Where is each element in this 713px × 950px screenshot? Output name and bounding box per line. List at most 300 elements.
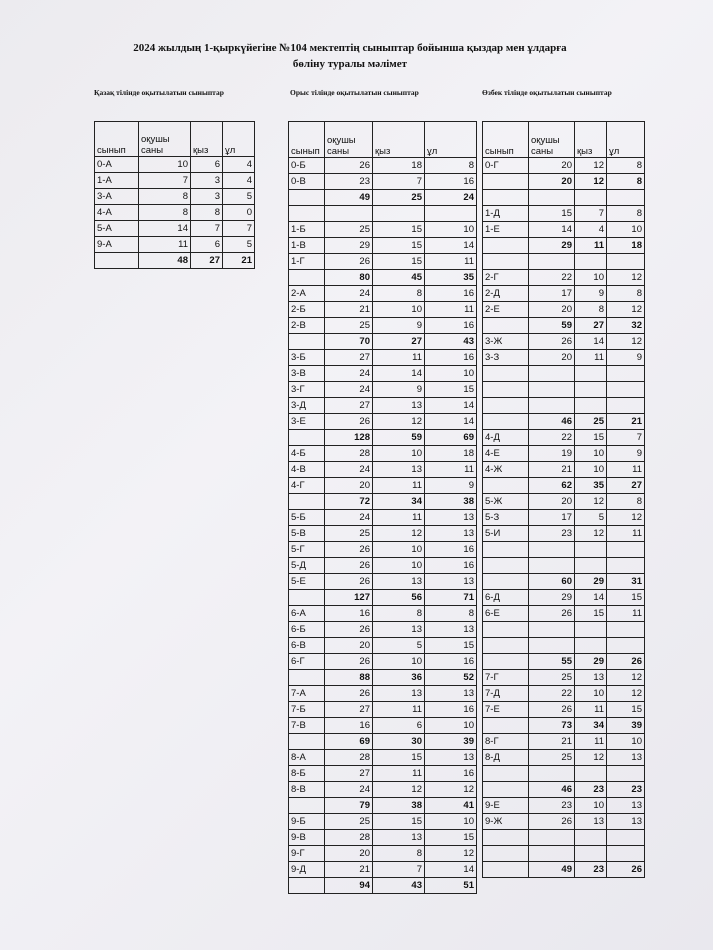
student-count-cell: 27 xyxy=(325,398,373,414)
boys-cell: 12 xyxy=(607,270,645,286)
girls-cell: 7 xyxy=(373,862,425,878)
boys-cell: 10 xyxy=(425,222,477,238)
boys-cell: 27 xyxy=(607,478,645,494)
boys-cell: 12 xyxy=(425,782,477,798)
class-cell xyxy=(483,830,529,846)
boys-cell: 15 xyxy=(425,382,477,398)
girls-cell: 8 xyxy=(373,286,425,302)
table-row xyxy=(289,766,477,782)
table-row xyxy=(289,782,477,798)
girls-cell: 5 xyxy=(575,510,607,526)
class-cell: 9-В xyxy=(289,830,325,846)
student-count-cell: 8 xyxy=(139,189,191,205)
boys-cell: 10 xyxy=(425,814,477,830)
class-cell: 4-Е xyxy=(483,446,529,462)
student-count-cell: 24 xyxy=(325,366,373,382)
girls-cell: 6 xyxy=(191,157,223,173)
student-count-cell xyxy=(529,846,575,862)
table-header-row xyxy=(289,122,477,158)
boys-cell: 8 xyxy=(425,158,477,174)
class-cell: 2-Е xyxy=(483,302,529,318)
boys-cell: 16 xyxy=(425,286,477,302)
student-count-cell: 17 xyxy=(529,510,575,526)
girls-cell: 12 xyxy=(575,174,607,190)
class-cell: 7-А xyxy=(289,686,325,702)
boys-cell: 11 xyxy=(425,462,477,478)
student-count-cell xyxy=(529,254,575,270)
table-row xyxy=(483,606,645,622)
class-cell xyxy=(95,253,139,269)
girls-cell: 12 xyxy=(373,414,425,430)
boys-cell: 11 xyxy=(425,254,477,270)
student-count-cell: 17 xyxy=(529,286,575,302)
boys-cell: 23 xyxy=(607,782,645,798)
student-count-cell: 94 xyxy=(325,878,373,894)
table-row xyxy=(95,173,255,189)
class-cell: 1-А xyxy=(95,173,139,189)
table-row xyxy=(289,366,477,382)
student-count-cell: 49 xyxy=(325,190,373,206)
column-header-student-count: оқушы саны xyxy=(325,122,373,158)
table-row xyxy=(483,350,645,366)
girls-cell: 10 xyxy=(575,446,607,462)
boys-cell: 18 xyxy=(425,446,477,462)
student-count-cell: 46 xyxy=(529,414,575,430)
girls-cell: 18 xyxy=(373,158,425,174)
class-cell: 6-Д xyxy=(483,590,529,606)
student-count-cell: 26 xyxy=(325,254,373,270)
student-count-cell: 27 xyxy=(325,766,373,782)
class-cell xyxy=(289,670,325,686)
subtotal-row xyxy=(483,654,645,670)
boys-cell: 9 xyxy=(425,478,477,494)
class-cell: 0-Б xyxy=(289,158,325,174)
student-count-cell: 22 xyxy=(529,686,575,702)
class-cell xyxy=(483,366,529,382)
class-cell xyxy=(483,718,529,734)
class-cell xyxy=(483,846,529,862)
class-cell: 3-В xyxy=(289,366,325,382)
student-count-cell: 14 xyxy=(139,221,191,237)
subtotal-row xyxy=(483,782,645,798)
column-header-student-count: оқушы саны xyxy=(139,122,191,157)
boys-cell: 4 xyxy=(223,173,255,189)
boys-cell: 11 xyxy=(607,526,645,542)
table-row xyxy=(289,846,477,862)
boys-cell: 21 xyxy=(223,253,255,269)
student-count-cell: 22 xyxy=(529,270,575,286)
girls-cell xyxy=(575,766,607,782)
table-row xyxy=(483,622,645,638)
table-row xyxy=(289,814,477,830)
student-count-cell: 25 xyxy=(529,750,575,766)
subtotal-row xyxy=(483,318,645,334)
table-row xyxy=(483,286,645,302)
title-line-2: бөліну туралы мәлімет xyxy=(292,58,408,70)
class-cell: 4-Г xyxy=(289,478,325,494)
girls-cell: 34 xyxy=(575,718,607,734)
girls-cell: 11 xyxy=(373,350,425,366)
class-cell: 7-Д xyxy=(483,686,529,702)
class-cell xyxy=(483,382,529,398)
girls-cell: 36 xyxy=(373,670,425,686)
table-row xyxy=(289,574,477,590)
student-count-cell: 23 xyxy=(325,174,373,190)
boys-cell: 16 xyxy=(425,558,477,574)
table-row xyxy=(483,382,645,398)
boys-cell: 35 xyxy=(425,270,477,286)
class-cell xyxy=(289,430,325,446)
boys-cell: 13 xyxy=(425,510,477,526)
girls-cell: 7 xyxy=(373,174,425,190)
boys-cell: 8 xyxy=(607,158,645,174)
table-row xyxy=(289,238,477,254)
boys-cell: 26 xyxy=(607,862,645,878)
girls-cell: 14 xyxy=(575,334,607,350)
table-row xyxy=(483,734,645,750)
boys-cell xyxy=(607,766,645,782)
girls-cell: 15 xyxy=(373,814,425,830)
class-cell xyxy=(483,414,529,430)
class-cell: 1-Е xyxy=(483,222,529,238)
table-row xyxy=(289,462,477,478)
boys-cell: 26 xyxy=(607,654,645,670)
subtotal-row xyxy=(289,430,477,446)
girls-cell: 15 xyxy=(373,750,425,766)
class-cell: 2-Б xyxy=(289,302,325,318)
table-row xyxy=(483,302,645,318)
student-count-cell xyxy=(529,638,575,654)
column-header-girls: қыз xyxy=(575,122,607,158)
table-row xyxy=(483,270,645,286)
girls-cell: 10 xyxy=(373,654,425,670)
column-header-boys: ұл xyxy=(223,122,255,157)
class-cell: 3-А xyxy=(95,189,139,205)
class-cell xyxy=(483,782,529,798)
title-line-1: 2024 жылдың 1-қыркүйегіне №104 мектептің сыныптар бойынша қыздар мен ұлдарға xyxy=(133,42,567,54)
boys-cell: 16 xyxy=(425,702,477,718)
student-count-cell: 24 xyxy=(325,782,373,798)
table-row xyxy=(483,750,645,766)
russian-section-heading: Орыс тілінде оқытылатын сыныптар xyxy=(290,88,419,97)
girls-cell xyxy=(575,638,607,654)
student-count-cell: 27 xyxy=(325,350,373,366)
class-cell xyxy=(483,318,529,334)
girls-cell: 13 xyxy=(373,462,425,478)
subtotal-row xyxy=(483,174,645,190)
subtotal-row xyxy=(289,878,477,894)
student-count-cell: 11 xyxy=(139,237,191,253)
table-row xyxy=(289,174,477,190)
student-count-cell: 23 xyxy=(529,798,575,814)
subtotal-row xyxy=(95,253,255,269)
student-count-cell: 20 xyxy=(529,174,575,190)
boys-cell xyxy=(607,830,645,846)
class-cell: 9-Е xyxy=(483,798,529,814)
column-header-boys: ұл xyxy=(425,122,477,158)
student-count-cell: 128 xyxy=(325,430,373,446)
boys-cell: 16 xyxy=(425,766,477,782)
class-cell: 8-Г xyxy=(483,734,529,750)
column-header-class: сынып xyxy=(483,122,529,158)
girls-cell: 10 xyxy=(373,446,425,462)
boys-cell: 15 xyxy=(425,830,477,846)
class-cell: 5-Б xyxy=(289,510,325,526)
table-row xyxy=(483,638,645,654)
table-row xyxy=(289,862,477,878)
class-cell xyxy=(289,798,325,814)
class-cell: 8-Б xyxy=(289,766,325,782)
boys-cell: 16 xyxy=(425,542,477,558)
girls-cell: 6 xyxy=(373,718,425,734)
girls-cell: 27 xyxy=(373,334,425,350)
student-count-cell: 59 xyxy=(529,318,575,334)
girls-cell: 11 xyxy=(373,478,425,494)
student-count-cell: 48 xyxy=(139,253,191,269)
class-cell: 9-Г xyxy=(289,846,325,862)
table-row xyxy=(483,190,645,206)
boys-cell: 12 xyxy=(607,302,645,318)
table-row xyxy=(289,686,477,702)
girls-cell: 10 xyxy=(575,462,607,478)
table-row xyxy=(483,430,645,446)
boys-cell: 13 xyxy=(425,574,477,590)
class-cell: 5-А xyxy=(95,221,139,237)
class-cell: 7-Б xyxy=(289,702,325,718)
girls-cell: 27 xyxy=(191,253,223,269)
student-count-cell: 62 xyxy=(529,478,575,494)
boys-cell: 12 xyxy=(607,670,645,686)
boys-cell xyxy=(607,190,645,206)
class-cell: 2-Г xyxy=(483,270,529,286)
table-row xyxy=(289,526,477,542)
subtotal-row xyxy=(289,798,477,814)
table-row xyxy=(483,526,645,542)
boys-cell: 13 xyxy=(607,814,645,830)
subtotal-row xyxy=(483,478,645,494)
boys-cell xyxy=(607,398,645,414)
table-row xyxy=(95,189,255,205)
class-cell: 2-А xyxy=(289,286,325,302)
student-count-cell: 28 xyxy=(325,830,373,846)
subtotal-row xyxy=(289,270,477,286)
girls-cell: 12 xyxy=(575,158,607,174)
boys-cell xyxy=(607,558,645,574)
student-count-cell: 26 xyxy=(325,542,373,558)
student-count-cell: 26 xyxy=(325,574,373,590)
kazakh-section-heading: Қазақ тілінде оқытылатын сыныптар xyxy=(94,88,224,97)
girls-cell: 15 xyxy=(575,606,607,622)
table-row xyxy=(289,542,477,558)
student-count-cell: 21 xyxy=(529,462,575,478)
student-count-cell: 24 xyxy=(325,286,373,302)
subtotal-row xyxy=(483,414,645,430)
student-count-cell xyxy=(529,830,575,846)
girls-cell: 7 xyxy=(575,206,607,222)
girls-cell: 12 xyxy=(373,526,425,542)
student-count-cell: 26 xyxy=(325,158,373,174)
class-cell: 4-Д xyxy=(483,430,529,446)
class-cell: 3-Б xyxy=(289,350,325,366)
student-count-cell: 16 xyxy=(325,718,373,734)
table-row xyxy=(289,350,477,366)
class-cell xyxy=(289,878,325,894)
student-count-cell: 20 xyxy=(325,638,373,654)
girls-cell: 13 xyxy=(575,670,607,686)
girls-cell: 10 xyxy=(575,270,607,286)
boys-cell: 51 xyxy=(425,878,477,894)
boys-cell: 13 xyxy=(425,526,477,542)
class-cell: 5-В xyxy=(289,526,325,542)
table-row xyxy=(483,686,645,702)
girls-cell xyxy=(575,398,607,414)
student-count-cell: 29 xyxy=(529,238,575,254)
class-cell: 2-В xyxy=(289,318,325,334)
boys-cell: 16 xyxy=(425,318,477,334)
girls-cell xyxy=(373,206,425,222)
class-cell: 7-Г xyxy=(483,670,529,686)
class-cell: 7-Е xyxy=(483,702,529,718)
student-count-cell xyxy=(529,190,575,206)
class-cell: 3-Ж xyxy=(483,334,529,350)
class-cell xyxy=(483,542,529,558)
table-row xyxy=(483,558,645,574)
girls-cell xyxy=(575,254,607,270)
class-cell xyxy=(483,766,529,782)
student-count-cell: 10 xyxy=(139,157,191,173)
student-count-cell: 26 xyxy=(325,558,373,574)
girls-cell: 10 xyxy=(575,686,607,702)
student-count-cell: 79 xyxy=(325,798,373,814)
column-header-student-count: оқушы саны xyxy=(529,122,575,158)
table-row xyxy=(483,830,645,846)
boys-cell: 11 xyxy=(607,462,645,478)
student-count-cell: 28 xyxy=(325,446,373,462)
subtotal-row xyxy=(289,334,477,350)
subtotal-row xyxy=(289,670,477,686)
student-count-cell: 70 xyxy=(325,334,373,350)
class-cell: 6-В xyxy=(289,638,325,654)
student-count-cell: 24 xyxy=(325,462,373,478)
boys-cell: 15 xyxy=(607,702,645,718)
table-row xyxy=(289,638,477,654)
boys-cell: 5 xyxy=(223,237,255,253)
boys-cell: 12 xyxy=(607,334,645,350)
girls-cell: 12 xyxy=(575,494,607,510)
class-cell xyxy=(483,238,529,254)
girls-cell: 4 xyxy=(575,222,607,238)
student-count-cell: 7 xyxy=(139,173,191,189)
girls-cell: 9 xyxy=(373,318,425,334)
girls-cell: 10 xyxy=(373,302,425,318)
boys-cell: 24 xyxy=(425,190,477,206)
column-header-class: сынып xyxy=(289,122,325,158)
subtotal-row xyxy=(289,190,477,206)
boys-cell: 69 xyxy=(425,430,477,446)
class-cell xyxy=(483,654,529,670)
table-row xyxy=(289,158,477,174)
student-count-cell: 20 xyxy=(529,302,575,318)
subtotal-row xyxy=(289,494,477,510)
girls-cell xyxy=(575,558,607,574)
table-row xyxy=(289,750,477,766)
student-count-cell: 27 xyxy=(325,702,373,718)
class-cell: 6-Б xyxy=(289,622,325,638)
class-cell: 8-Д xyxy=(483,750,529,766)
student-count-cell: 46 xyxy=(529,782,575,798)
table-row xyxy=(289,254,477,270)
class-cell: 3-Е xyxy=(289,414,325,430)
boys-cell: 13 xyxy=(425,622,477,638)
boys-cell: 12 xyxy=(607,510,645,526)
class-cell xyxy=(289,734,325,750)
class-cell: 1-Д xyxy=(483,206,529,222)
boys-cell: 12 xyxy=(607,686,645,702)
table-row xyxy=(289,622,477,638)
girls-cell: 15 xyxy=(373,238,425,254)
student-count-cell xyxy=(529,542,575,558)
class-cell xyxy=(483,638,529,654)
class-cell: 5-З xyxy=(483,510,529,526)
class-cell: 8-В xyxy=(289,782,325,798)
girls-cell: 43 xyxy=(373,878,425,894)
girls-cell: 23 xyxy=(575,782,607,798)
table-row xyxy=(483,510,645,526)
boys-cell: 41 xyxy=(425,798,477,814)
student-count-cell: 22 xyxy=(529,430,575,446)
table-row xyxy=(483,670,645,686)
student-count-cell: 69 xyxy=(325,734,373,750)
table-row xyxy=(289,286,477,302)
boys-cell: 9 xyxy=(607,446,645,462)
class-cell: 4-Ж xyxy=(483,462,529,478)
student-count-cell: 8 xyxy=(139,205,191,221)
boys-cell: 14 xyxy=(425,414,477,430)
subtotal-row xyxy=(483,718,645,734)
table-row xyxy=(289,718,477,734)
student-count-cell xyxy=(529,766,575,782)
class-cell xyxy=(483,558,529,574)
girls-cell: 5 xyxy=(373,638,425,654)
boys-cell: 52 xyxy=(425,670,477,686)
class-cell: 0-А xyxy=(95,157,139,173)
student-count-cell: 49 xyxy=(529,862,575,878)
student-count-cell: 21 xyxy=(529,734,575,750)
student-count-cell: 25 xyxy=(325,814,373,830)
class-cell: 9-Б xyxy=(289,814,325,830)
boys-cell: 8 xyxy=(607,174,645,190)
table-row xyxy=(289,446,477,462)
table-row xyxy=(95,205,255,221)
student-count-cell: 80 xyxy=(325,270,373,286)
class-cell: 0-Г xyxy=(483,158,529,174)
class-cell: 4-А xyxy=(95,205,139,221)
table-row xyxy=(289,654,477,670)
table-row xyxy=(289,398,477,414)
class-cell xyxy=(289,334,325,350)
column-header-girls: қыз xyxy=(373,122,425,158)
boys-cell xyxy=(607,846,645,862)
boys-cell: 18 xyxy=(607,238,645,254)
girls-cell: 12 xyxy=(373,782,425,798)
girls-cell: 59 xyxy=(373,430,425,446)
student-count-cell: 20 xyxy=(529,158,575,174)
girls-cell: 25 xyxy=(575,414,607,430)
student-count-cell xyxy=(529,558,575,574)
boys-cell: 7 xyxy=(223,221,255,237)
girls-cell: 10 xyxy=(575,798,607,814)
student-count-cell: 26 xyxy=(325,686,373,702)
